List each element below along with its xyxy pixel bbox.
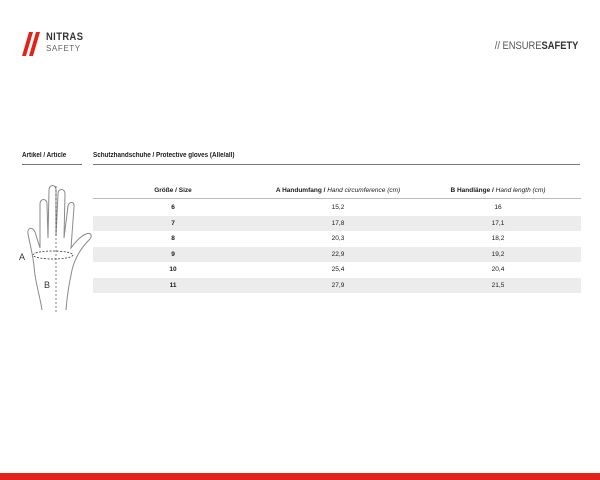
- product-heading: Schutzhandschuhe / Protective gloves (Alle/all): [93, 152, 235, 159]
- label-b: B: [44, 280, 51, 290]
- size-cell: 6: [171, 204, 175, 211]
- circumference-cell: 20,3: [331, 235, 345, 242]
- size-cell: 9: [171, 250, 175, 258]
- circumference-cell: 25,4: [331, 266, 345, 273]
- header-circumference-prefix: A Handumfang /: [275, 187, 328, 194]
- circumference-cell: 17,8: [331, 219, 345, 227]
- table-row: [93, 216, 581, 232]
- tagline-strong: SAFETY: [541, 40, 578, 52]
- table-header-row: [93, 183, 581, 199]
- length-cell: 16: [494, 204, 502, 211]
- length-cell: 21,5: [491, 281, 505, 289]
- logo-subtitle: SAFETY: [46, 44, 81, 53]
- circumference-cell: 27,9: [331, 281, 345, 289]
- heading-divider-right: [93, 164, 580, 165]
- size-cell: 10: [169, 266, 177, 273]
- article-heading: Artikel / Article: [22, 152, 67, 159]
- size-cell: 8: [171, 235, 175, 242]
- size-table: [93, 183, 581, 293]
- label-a: A: [19, 252, 26, 262]
- logo-name: NITRAS: [46, 31, 84, 43]
- circumference-cell: 22,9: [331, 250, 345, 258]
- size-cell: 7: [171, 219, 175, 227]
- logo-text: [46, 32, 90, 53]
- heading-divider-left: [22, 164, 82, 165]
- header-size: Größe / Size: [154, 187, 192, 194]
- header-length: [423, 183, 573, 198]
- table-row: [93, 247, 581, 263]
- table-row: [93, 200, 581, 216]
- length-cell: 19,2: [491, 250, 505, 258]
- ensure-safety-tagline: [494, 40, 578, 52]
- size-cell: 11: [169, 281, 177, 289]
- table-row: [93, 231, 581, 247]
- header-circumference-italic: Hand circumference (cm): [327, 187, 401, 194]
- accent-bottom-bar: [0, 473, 600, 480]
- hand-measurement-illustration: [18, 176, 98, 321]
- header-circumference: [253, 183, 423, 198]
- hand-circumference-marker: [33, 251, 73, 259]
- table-row: [93, 278, 581, 294]
- length-cell: 20,4: [491, 266, 505, 273]
- nitras-logo-icon: [20, 30, 42, 58]
- circumference-cell: 15,2: [331, 204, 345, 211]
- length-cell: 17,1: [491, 219, 505, 227]
- tagline-prefix: // ENSURE: [494, 40, 542, 52]
- header-length-italic: Hand length (cm): [495, 187, 546, 194]
- length-cell: 18,2: [491, 235, 505, 242]
- header-length-prefix: B Handlänge /: [450, 187, 496, 194]
- table-row: [93, 262, 581, 278]
